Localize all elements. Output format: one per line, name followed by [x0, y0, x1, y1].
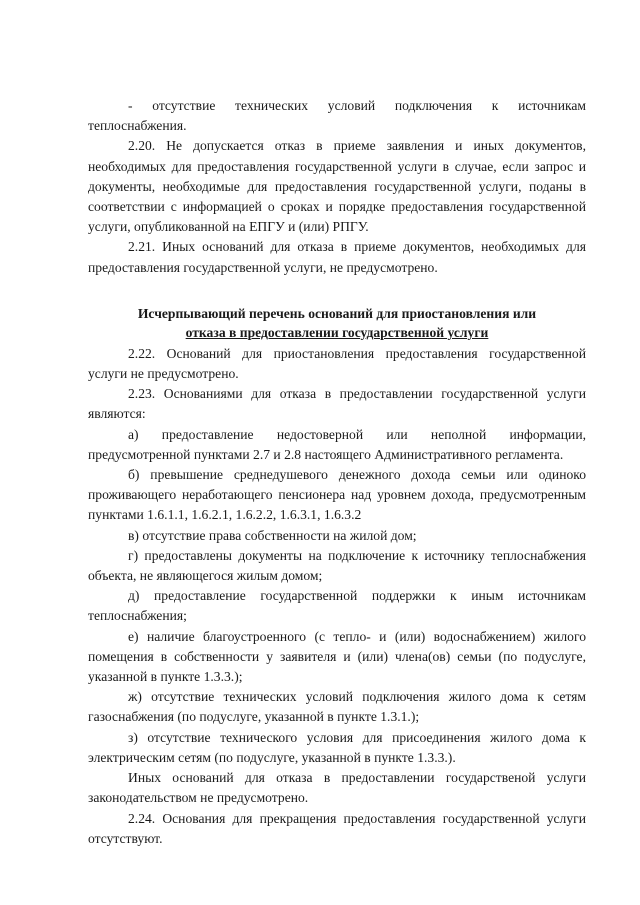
section-heading [88, 304, 586, 342]
list-item-g: г) предоставлены документы на подключение к источнику теплоснабжения объекта, не являющегося жилым домом; [88, 547, 586, 584]
paragraph-2-23: 2.23. Основаниями для отказа в предоставлении государственной услуги являются: [88, 386, 586, 422]
section-heading-line1: Исчерпывающий перечень оснований для приостановления или [137, 305, 537, 321]
paragraph-2-24: 2.24. Основания для прекращения предоставления государственной услуги отсутствуют. [88, 810, 586, 846]
paragraph-2-21: 2.21. Иных оснований для отказа в приеме документов, необходимых для предоставления государственной услуги, не предусмотрено. [88, 239, 586, 275]
list-item-z: з) отсутствие технического условия для присоединения жилого дома к электрическим сетям (по подуслуге, указанной в пункте 1.3.3.). [88, 729, 586, 765]
paragraph-heat-supply-conditions: - отсутствие технических условий подключения к источникам теплоснабжения. [88, 98, 586, 134]
list-item-b: б) превышение среднедушевого денежного дохода семьи или одиноко проживающего неработающего пенсионера над уровнем дохода, предусмотренным пунктами 1.6.1.1, 1.6.2.1, 1.6.2.2, 1.6.3.1, 1.6.3.2 [88, 467, 586, 523]
list-item-v: в) отсутствие права собственности на жилой дом; [128, 527, 417, 543]
paragraph-2-20: 2.20. Не допускается отказ в приеме заявления и иных документов, необходимых для предоставления государственной услуги в случае, если запрос и документы, необходимые для предоставления государственной услуги, поданы в соответствии с информацией о сроках и порядке предоставления государственной услуги, опубликованной на ЕПГУ и (или) РПГУ. [88, 138, 586, 235]
section-heading-line2: отказа в предоставлении государственной услуги [185, 324, 489, 340]
list-item-d: д) предоставление государственной поддержки к иным источникам теплоснабжения; [88, 588, 586, 624]
paragraph-2-22: 2.22. Оснований для приостановления предоставления государственной услуги не предусмотрено. [88, 345, 586, 382]
list-item-a: а) предоставление недостоверной или неполной информации, предусмотренной пунктами 2.7 и 2.8 настоящего Административного регламента. [88, 426, 586, 462]
list-item-e: е) наличие благоустроенного (с тепло- и (или) водоснабжением) жилого помещения в собственности у заявителя и (или) члена(ов) семьи (по подуслуге, указанной в пункте 1.3.3.); [88, 628, 586, 685]
list-item-zh: ж) отсутствие технических условий подключения жилого дома к сетям газоснабжения (по подуслуге, указанной в пункте 1.3.1.); [88, 689, 586, 725]
paragraph-other-grounds: Иных оснований для отказа в предоставлении государственой услуги законодательством не предусмотрено. [88, 770, 586, 806]
